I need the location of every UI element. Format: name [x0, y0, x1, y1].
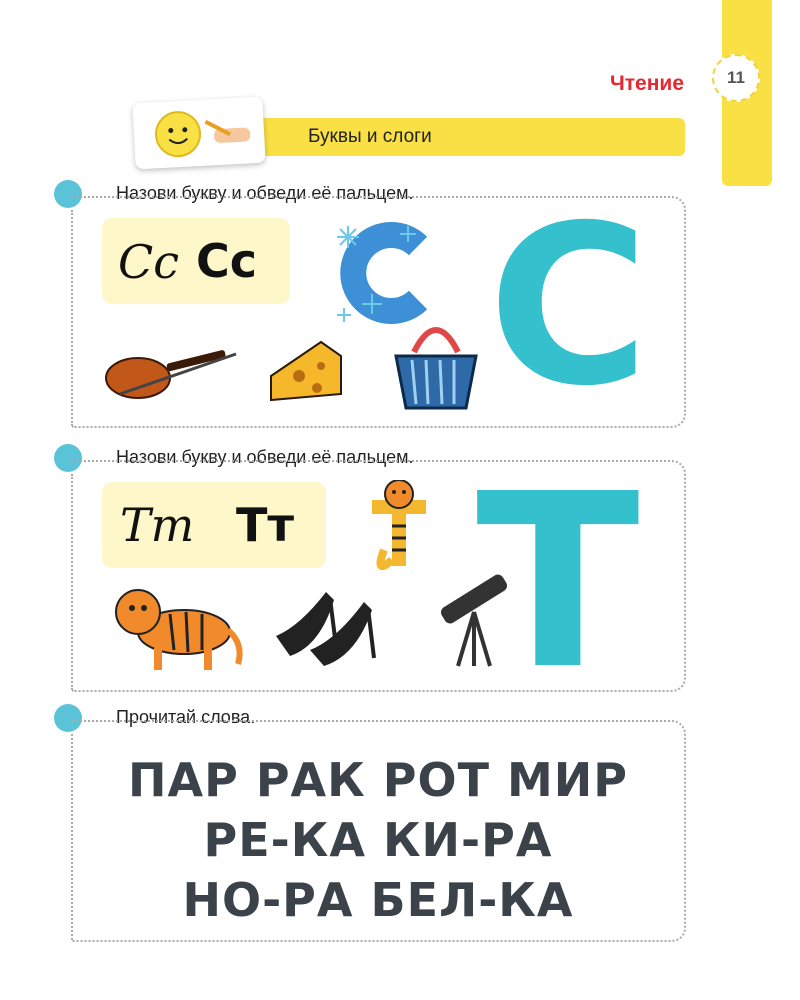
section-title: Чтение [610, 72, 684, 95]
big-letter: C [488, 178, 650, 434]
topic-bar [200, 118, 685, 156]
bag-icon [386, 312, 486, 417]
tiger-icon [108, 574, 248, 679]
reading-words [72, 750, 684, 930]
word-line: НО-РА БЕЛ-КА [182, 873, 574, 927]
violin-icon [100, 334, 240, 409]
task-instruction: Назови букву и обведи её пальцем. [116, 447, 414, 467]
shoes-icon [270, 586, 390, 675]
print-letters: Cc [196, 234, 258, 288]
word-line: ПАР РАК РОТ МИР [128, 753, 628, 807]
print-letters: Tт [236, 498, 295, 552]
tiger-letter-t-icon [364, 480, 434, 585]
writing-smiley-icon [132, 97, 265, 170]
task-instruction: Назови букву и обведи её пальцем. [116, 183, 414, 203]
big-letter: T [476, 442, 640, 722]
cheese-icon [265, 336, 345, 411]
script-letters: Cc [118, 235, 179, 289]
topic-label: Буквы и слоги [308, 126, 432, 147]
script-letters: Tm [120, 498, 195, 552]
task-instruction: Прочитай слова. [116, 707, 256, 727]
page-number: 11 [712, 54, 760, 102]
word-line: РЕ-КА КИ-РА [203, 813, 553, 867]
